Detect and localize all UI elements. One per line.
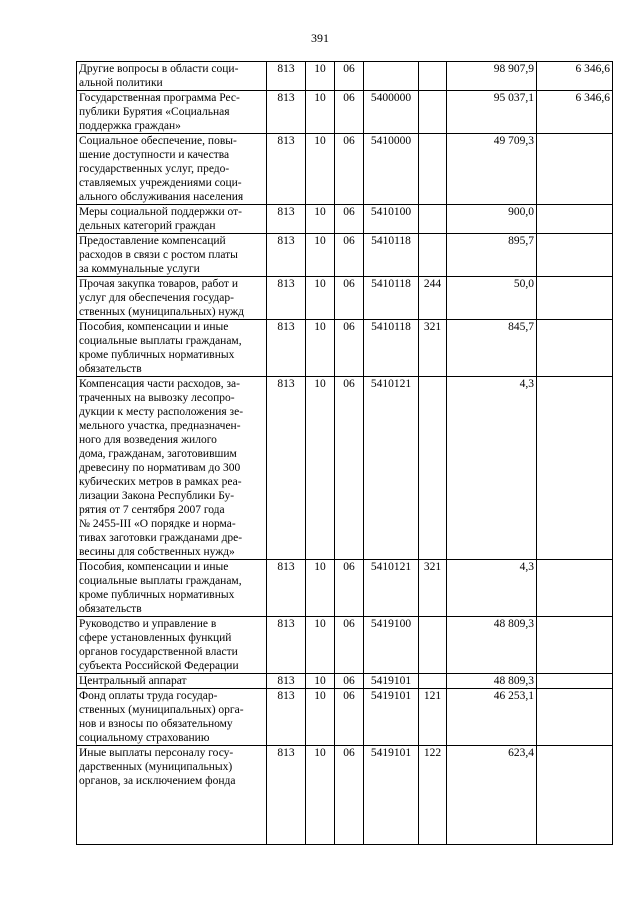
expense-name-line: дарственных (муниципальных) <box>79 761 233 773</box>
expense-name-line: ственных (муниципальных) нужд <box>79 306 244 318</box>
amount-cell: 4,3 <box>447 377 537 560</box>
expense-name-line: Социальное обеспечение, повы- <box>79 135 237 147</box>
expense-kind-cell <box>419 91 447 134</box>
expense-name-line: органов, за исключением фонда <box>79 775 236 787</box>
amount-cell: 48 809,3 <box>447 674 537 689</box>
target-article-cell: 5419101 <box>364 689 419 746</box>
table-row <box>77 674 613 689</box>
subsection-code-cell: 06 <box>335 746 364 845</box>
amount-subvention-cell <box>537 205 613 234</box>
table-row <box>77 91 613 134</box>
expense-name-line: Пособия, компенсации и иные <box>79 561 229 573</box>
subsection-code-cell: 06 <box>335 234 364 277</box>
expense-name-cell <box>77 377 267 560</box>
target-article-cell: 5410121 <box>364 377 419 560</box>
expense-name-line: поддержка граждан» <box>79 120 181 132</box>
ministry-code-cell: 813 <box>267 234 306 277</box>
expense-kind-cell: 321 <box>419 560 447 617</box>
expense-name-line: ставляемых учреждениями соци- <box>79 177 242 189</box>
expense-name-line: рятия от 7 сентября 2007 года <box>79 504 225 516</box>
section-code-cell: 10 <box>306 320 335 377</box>
expense-name-line: Прочая закупка товаров, работ и <box>79 278 238 290</box>
subsection-code-cell: 06 <box>335 277 364 320</box>
expense-name-cell <box>77 617 267 674</box>
ministry-code-cell: 813 <box>267 746 306 845</box>
amount-cell: 50,0 <box>447 277 537 320</box>
table-row <box>77 320 613 377</box>
expense-name-line: кубических метров в рамках реа- <box>79 476 242 488</box>
amount-cell: 48 809,3 <box>447 617 537 674</box>
expense-name-cell <box>77 560 267 617</box>
expense-kind-cell: 244 <box>419 277 447 320</box>
expense-name-cell <box>77 277 267 320</box>
expense-name-line: сфере установленных функций <box>79 632 232 644</box>
expense-kind-cell <box>419 134 447 205</box>
expense-name-line: социальному страхованию <box>79 732 210 744</box>
expense-name-cell <box>77 689 267 746</box>
expense-kind-cell: 122 <box>419 746 447 845</box>
section-code-cell: 10 <box>306 674 335 689</box>
target-article-cell: 5410121 <box>364 560 419 617</box>
expense-name-line: кроме публичных нормативных <box>79 349 235 361</box>
expense-name-line: № 2455-III «О порядке и норма- <box>79 518 236 530</box>
expense-name-line: дома, гражданам, заготовившим <box>79 448 237 460</box>
amount-cell: 98 907,9 <box>447 62 537 91</box>
amount-cell: 623,4 <box>447 746 537 845</box>
expense-name-line: ального обслуживания населения <box>79 191 244 203</box>
subsection-code-cell: 06 <box>335 674 364 689</box>
expense-name-line: дукции к месту расположения зе- <box>79 406 244 418</box>
amount-cell: 95 037,1 <box>447 91 537 134</box>
section-code-cell: 10 <box>306 62 335 91</box>
expense-name-line: кроме публичных нормативных <box>79 589 235 601</box>
ministry-code-cell: 813 <box>267 377 306 560</box>
target-article-cell: 5410118 <box>364 277 419 320</box>
table-row <box>77 746 613 845</box>
section-code-cell: 10 <box>306 689 335 746</box>
expense-name-line: Меры социальной поддержки от- <box>79 206 242 218</box>
amount-cell: 895,7 <box>447 234 537 277</box>
subsection-code-cell: 06 <box>335 617 364 674</box>
table-row <box>77 277 613 320</box>
expense-name-cell <box>77 134 267 205</box>
amount-subvention-cell <box>537 277 613 320</box>
expense-kind-cell <box>419 234 447 277</box>
expense-name-cell <box>77 746 267 845</box>
expense-name-line: за коммунальные услуги <box>79 263 200 275</box>
table-row <box>77 234 613 277</box>
subsection-code-cell: 06 <box>335 320 364 377</box>
section-code-cell: 10 <box>306 91 335 134</box>
section-code-cell: 10 <box>306 560 335 617</box>
target-article-cell: 5410118 <box>364 320 419 377</box>
ministry-code-cell: 813 <box>267 134 306 205</box>
ministry-code-cell: 813 <box>267 277 306 320</box>
ministry-code-cell: 813 <box>267 62 306 91</box>
expense-name-line: траченных на вывозку лесопро- <box>79 392 235 404</box>
section-code-cell: 10 <box>306 205 335 234</box>
amount-cell: 46 253,1 <box>447 689 537 746</box>
page-number: 391 <box>311 31 329 45</box>
expense-kind-cell <box>419 62 447 91</box>
expense-name-line: древесину по нормативам до 300 <box>79 462 241 474</box>
expense-name-line: Центральный аппарат <box>79 675 187 687</box>
expense-name-line: Пособия, компенсации и иные <box>79 321 229 333</box>
ministry-code-cell: 813 <box>267 617 306 674</box>
subsection-code-cell: 06 <box>335 91 364 134</box>
expense-name-line: органов государственной власти <box>79 646 238 658</box>
expense-name-cell <box>77 234 267 277</box>
expense-name-cell <box>77 91 267 134</box>
target-article-cell: 5400000 <box>364 91 419 134</box>
expense-name-line: обязательств <box>79 363 142 375</box>
amount-subvention-cell <box>537 134 613 205</box>
expense-kind-cell <box>419 205 447 234</box>
expense-kind-cell <box>419 617 447 674</box>
expense-name-line: ного для возведения жилого <box>79 434 217 446</box>
table-row <box>77 560 613 617</box>
expense-name-line: шение доступности и качества <box>79 149 230 161</box>
expense-name-line: публики Бурятия «Социальная <box>79 106 230 118</box>
expense-name-line: Фонд оплаты труда государ- <box>79 690 218 702</box>
amount-subvention-cell <box>537 746 613 845</box>
expense-name-line: ственных (муниципальных) орга- <box>79 704 244 716</box>
expense-name-cell <box>77 674 267 689</box>
ministry-code-cell: 813 <box>267 689 306 746</box>
amount-cell: 845,7 <box>447 320 537 377</box>
target-article-cell: 5419101 <box>364 746 419 845</box>
expense-name-line: Другие вопросы в области соци- <box>79 63 239 75</box>
ministry-code-cell: 813 <box>267 91 306 134</box>
table-row <box>77 617 613 674</box>
amount-subvention-cell <box>537 560 613 617</box>
expense-name-line: тивах заготовки гражданами дре- <box>79 532 243 544</box>
amount-cell: 49 709,3 <box>447 134 537 205</box>
expense-name-cell <box>77 62 267 91</box>
expense-name-line: обязательств <box>79 603 142 615</box>
expense-name-line: услуг для обеспечения государ- <box>79 292 234 304</box>
section-code-cell: 10 <box>306 277 335 320</box>
target-article-cell: 5410100 <box>364 205 419 234</box>
expense-name-line: расходов в связи с ростом платы <box>79 249 238 261</box>
ministry-code-cell: 813 <box>267 205 306 234</box>
budget-table-body <box>77 62 613 845</box>
ministry-code-cell: 813 <box>267 560 306 617</box>
expense-name-line: лизации Закона Республики Бу- <box>79 490 235 502</box>
subsection-code-cell: 06 <box>335 205 364 234</box>
amount-subvention-cell <box>537 674 613 689</box>
budget-table <box>76 61 613 845</box>
expense-kind-cell <box>419 377 447 560</box>
expense-name-line: государственных услуг, предо- <box>79 163 230 175</box>
section-code-cell: 10 <box>306 377 335 560</box>
amount-subvention-cell: 6 346,6 <box>537 91 613 134</box>
expense-name-line: альной политики <box>79 77 163 89</box>
section-code-cell: 10 <box>306 234 335 277</box>
amount-subvention-cell <box>537 617 613 674</box>
table-row <box>77 689 613 746</box>
amount-cell: 900,0 <box>447 205 537 234</box>
table-row <box>77 134 613 205</box>
expense-name-line: нов и взносы по обязательному <box>79 718 233 730</box>
target-article-cell <box>364 62 419 91</box>
amount-subvention-cell <box>537 320 613 377</box>
target-article-cell: 5419100 <box>364 617 419 674</box>
amount-subvention-cell: 6 346,6 <box>537 62 613 91</box>
expense-kind-cell: 121 <box>419 689 447 746</box>
expense-name-cell <box>77 205 267 234</box>
subsection-code-cell: 06 <box>335 62 364 91</box>
expense-name-cell <box>77 320 267 377</box>
expense-name-line: Компенсация части расходов, за- <box>79 378 240 390</box>
expense-name-line: весины для собственных нужд» <box>79 546 235 558</box>
amount-subvention-cell <box>537 377 613 560</box>
amount-subvention-cell <box>537 234 613 277</box>
target-article-cell: 5410118 <box>364 234 419 277</box>
ministry-code-cell: 813 <box>267 674 306 689</box>
table-row <box>77 62 613 91</box>
subsection-code-cell: 06 <box>335 377 364 560</box>
subsection-code-cell: 06 <box>335 134 364 205</box>
table-row <box>77 377 613 560</box>
table-row <box>77 205 613 234</box>
section-code-cell: 10 <box>306 617 335 674</box>
amount-cell: 4,3 <box>447 560 537 617</box>
ministry-code-cell: 813 <box>267 320 306 377</box>
section-code-cell: 10 <box>306 134 335 205</box>
expense-name-line: социальные выплаты гражданам, <box>79 335 242 347</box>
expense-name-line: Предоставление компенсаций <box>79 235 226 247</box>
expense-name-line: мельного участка, предназначен- <box>79 420 241 432</box>
expense-name-line: дельных категорий граждан <box>79 220 216 232</box>
expense-kind-cell <box>419 674 447 689</box>
expense-kind-cell: 321 <box>419 320 447 377</box>
expense-name-line: Иные выплаты персоналу госу- <box>79 747 234 759</box>
target-article-cell: 5419101 <box>364 674 419 689</box>
target-article-cell: 5410000 <box>364 134 419 205</box>
subsection-code-cell: 06 <box>335 689 364 746</box>
subsection-code-cell: 06 <box>335 560 364 617</box>
expense-name-line: субъекта Российской Федерации <box>79 660 239 672</box>
expense-name-line: социальные выплаты гражданам, <box>79 575 242 587</box>
amount-subvention-cell <box>537 689 613 746</box>
section-code-cell: 10 <box>306 746 335 845</box>
expense-name-line: Руководство и управление в <box>79 618 217 630</box>
expense-name-line: Государственная программа Рес- <box>79 92 240 104</box>
